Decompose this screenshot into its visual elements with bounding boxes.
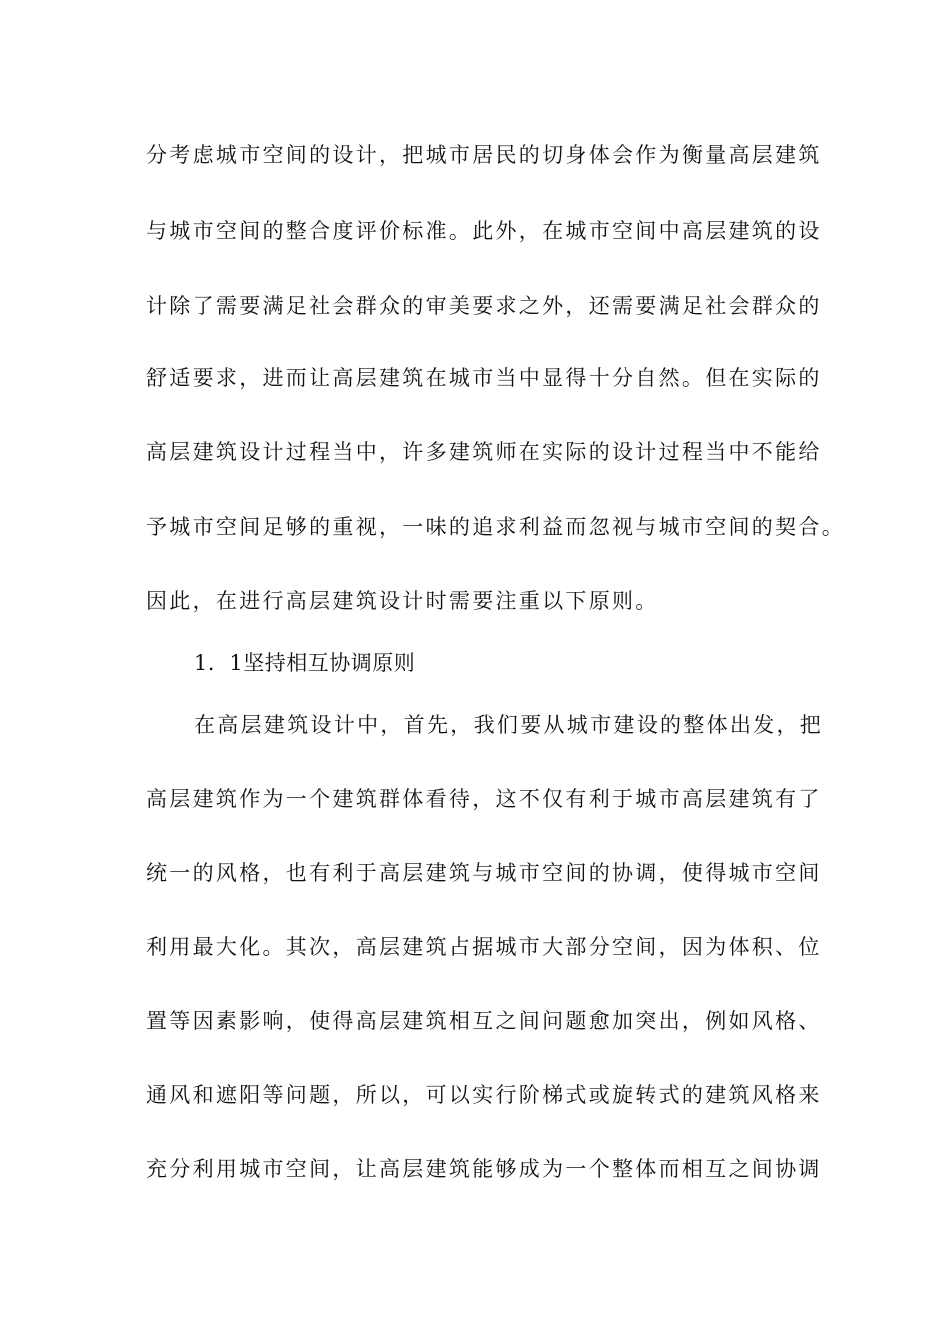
paragraph-2-line-7: 充分利用城市空间，让高层建筑能够成为一个整体而相互之间协调	[146, 1157, 822, 1181]
paragraph-1-line-1: 分考虑城市空间的设计，把城市居民的切身体会作为衡量高层建筑	[146, 143, 822, 167]
paragraph-2-line-5: 置等因素影响，使得高层建筑相互之间问题愈加突出，例如风格、	[146, 1009, 822, 1033]
paragraph-1-line-5: 高层建筑设计过程当中，许多建筑师在实际的设计过程当中不能给	[146, 440, 822, 464]
paragraph-1-line-2: 与城市空间的整合度评价标准。此外，在城市空间中高层建筑的设	[146, 219, 822, 243]
paragraph-2-line-2: 高层建筑作为一个建筑群体看待，这不仅有利于城市高层建筑有了	[146, 787, 822, 811]
paragraph-1-line-7: 因此，在进行高层建筑设计时需要注重以下原则。	[146, 589, 659, 613]
paragraph-2-line-1: 在高层建筑设计中，首先，我们要从城市建设的整体出发，把	[194, 713, 824, 737]
paragraph-1-line-3: 计除了需要满足社会群众的审美要求之外，还需要满足社会群众的	[146, 294, 822, 318]
paragraph-2-line-6: 通风和遮阳等问题，所以，可以实行阶梯式或旋转式的建筑风格来	[146, 1083, 822, 1107]
section-heading: 1．1坚持相互协调原则	[194, 651, 416, 675]
paragraph-2-line-3: 统一的风格，也有利于高层建筑与城市空间的协调，使得城市空间	[146, 861, 822, 885]
paragraph-2-line-4: 利用最大化。其次，高层建筑占据城市大部分空间，因为体积、位	[146, 935, 822, 959]
paragraph-1-line-6: 予城市空间足够的重视，一味的追求利益而忽视与城市空间的契合。	[146, 515, 845, 539]
paragraph-1-line-4: 舒适要求，进而让高层建筑在城市当中显得十分自然。但在实际的	[146, 366, 822, 390]
